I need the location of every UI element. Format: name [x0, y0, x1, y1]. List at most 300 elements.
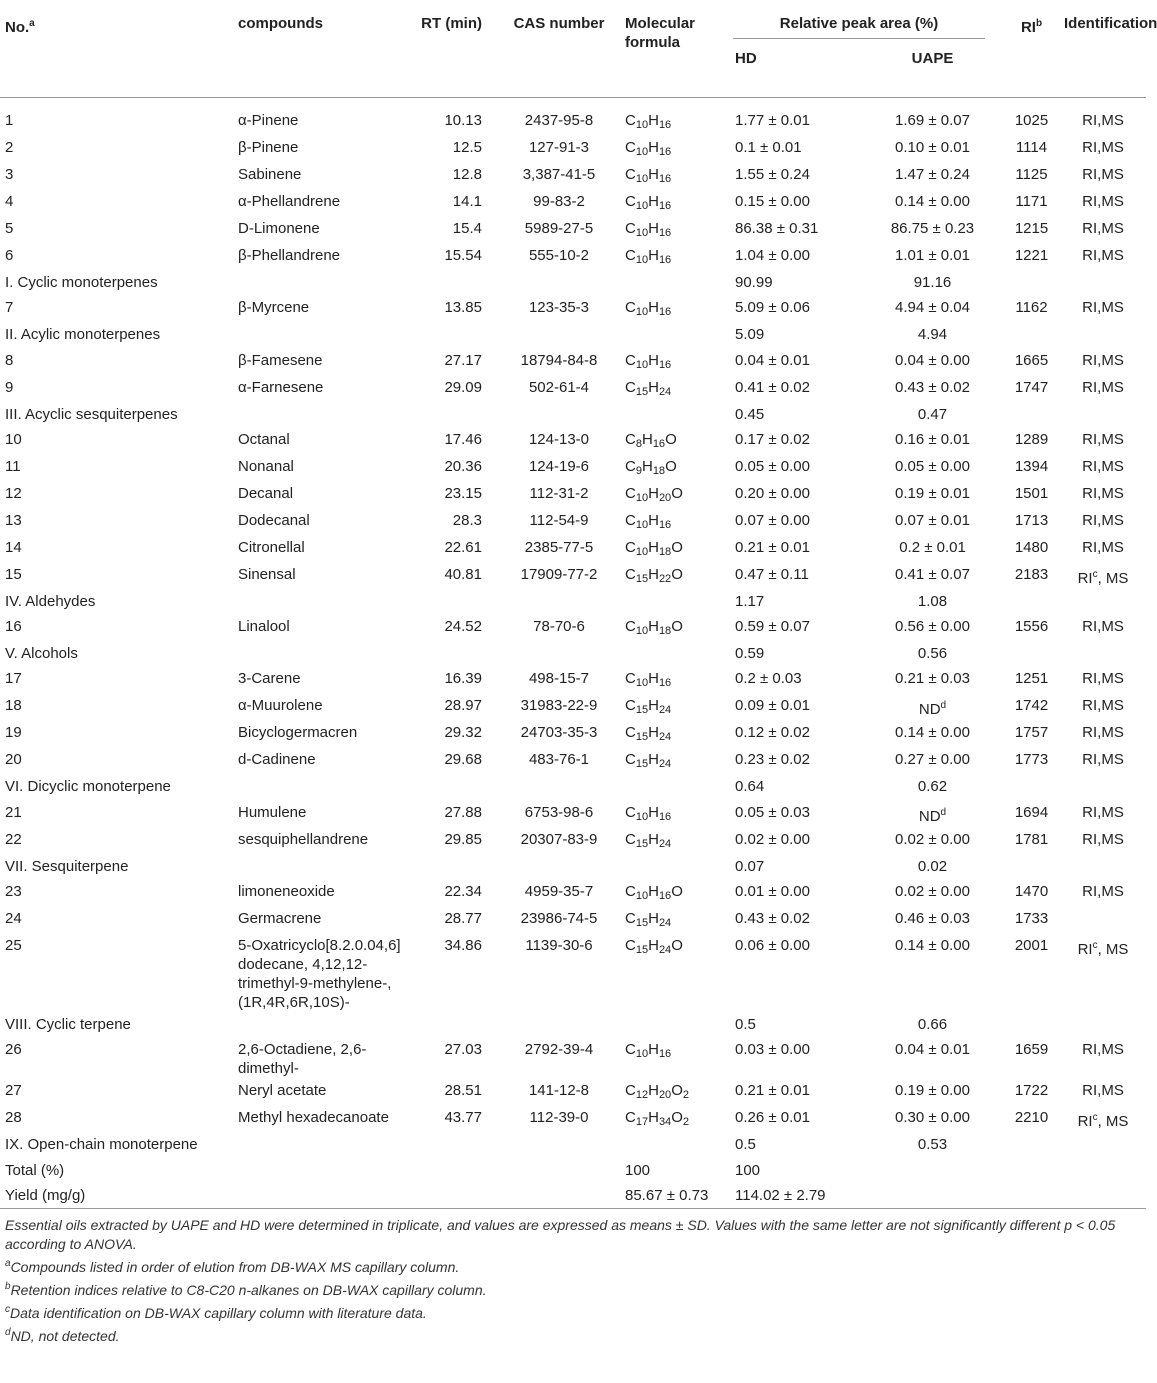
text-part: H	[648, 484, 659, 502]
subscript: 16	[652, 437, 666, 450]
text-part: C	[625, 1082, 636, 1100]
cell-identification	[1064, 1183, 1146, 1208]
text-part: RI,MS	[1082, 247, 1124, 264]
subscript: 10	[635, 890, 649, 903]
text-part: O	[671, 538, 683, 556]
header-no: No.$^a$	[5, 18, 35, 36]
cell-uape: 0.07 ± 0.01	[895, 511, 970, 529]
table-row	[0, 162, 1146, 189]
cell-ri: 1722	[1014, 1082, 1049, 1100]
cell-ri: 1659	[1014, 1041, 1049, 1059]
cell-rt: 22.61	[444, 538, 482, 556]
group-row	[0, 1132, 1146, 1157]
cell-rt: 15.4	[452, 220, 482, 237]
cell-identification	[1064, 295, 1146, 322]
cell-rt	[410, 322, 496, 347]
text-part: C	[625, 910, 636, 928]
cell-formula	[622, 98, 733, 136]
cell-ri: 2001	[1014, 937, 1049, 955]
cell-uape: 0.14 ± 0.00	[895, 724, 970, 742]
text-part: C	[625, 511, 636, 529]
cell-formula	[622, 295, 733, 322]
cell-no: 18	[5, 697, 22, 715]
cell-cas	[496, 1012, 622, 1037]
cell-compound: β-Pinene	[238, 139, 299, 156]
cell-compound: Dodecanal	[238, 511, 310, 529]
cell-identification	[1064, 827, 1146, 854]
cell-no: 16	[5, 618, 22, 636]
subscript: 15	[635, 944, 649, 957]
cell-hd: 1.04 ± 0.00	[735, 247, 810, 264]
cell-identification	[1064, 216, 1146, 243]
cell-cas	[496, 1158, 622, 1183]
superscript: a	[5, 1258, 11, 1270]
cell-compound: β-Myrcene	[238, 299, 310, 317]
text-part: RI,MS	[1082, 511, 1124, 529]
cell-no: 12	[5, 484, 22, 502]
cell-rt: 34.86	[444, 937, 482, 955]
table-row	[0, 933, 1146, 1012]
cell-cas: 127-91-3	[528, 139, 590, 156]
cell-compound: α-Phellandrene	[238, 193, 341, 210]
cell-hd: 0.06 ± 0.00	[735, 937, 810, 955]
cell-cas: 124-13-0	[528, 430, 590, 448]
text-part: H	[648, 193, 659, 210]
cell-group-label: VI. Dicyclic monoterpene	[5, 778, 171, 796]
cell-no: 9	[5, 378, 14, 396]
cell-hd: 0.07 ± 0.00	[735, 511, 810, 529]
header-identification: Identification	[1064, 15, 1157, 32]
cell-ri: 2210	[1014, 1109, 1049, 1127]
table-row	[0, 427, 1146, 454]
cell-cas: 78-70-6	[533, 618, 585, 636]
cell-uape: 0.62	[917, 778, 948, 796]
cell-rt: 10.13	[444, 112, 482, 129]
cell-no: 25	[5, 937, 22, 955]
cell-identification	[1064, 162, 1146, 189]
cell-rt: 28.51	[444, 1082, 482, 1100]
subscript: 15	[635, 837, 649, 850]
cell-hd: 0.41 ± 0.02	[735, 378, 810, 396]
subscript: 16	[658, 810, 672, 823]
subscript: 2	[682, 1089, 689, 1102]
text-part: RI,MS	[1082, 484, 1124, 502]
cell-formula	[622, 827, 733, 854]
text-part: C	[625, 1041, 636, 1059]
subscript: 22	[658, 572, 672, 585]
text-part: , MS	[1097, 1113, 1129, 1131]
cell-rt: 29.85	[444, 830, 482, 848]
cell-ri: 1713	[1014, 511, 1049, 529]
subscript: 24	[658, 704, 672, 717]
cell-identification	[1064, 1012, 1146, 1037]
cell-ri	[999, 270, 1064, 295]
cell-cas: 123-35-3	[528, 299, 590, 317]
text-part: H	[648, 220, 659, 237]
header-cas: CAS number	[513, 15, 605, 32]
cell-cas: 2437-95-8	[524, 112, 594, 129]
cell-compound	[238, 774, 410, 799]
cell-cas: 24703-35-3	[520, 724, 598, 742]
cell-ri	[999, 774, 1064, 799]
cell-compound: sesquiphellandrene	[238, 830, 369, 848]
table-row	[0, 243, 1146, 270]
text-part: H	[648, 247, 659, 264]
table-row	[0, 375, 1146, 402]
cell-no: 23	[5, 883, 22, 901]
text-part: H	[648, 166, 659, 183]
text-part: C	[625, 618, 636, 636]
text-part: H	[648, 139, 659, 156]
footnote	[5, 1216, 1141, 1254]
cell-hd: 0.21 ± 0.01	[735, 1082, 810, 1100]
cell-no: 8	[5, 351, 14, 369]
cell-rt: 22.34	[444, 883, 482, 901]
cell-rt: 13.85	[444, 299, 482, 317]
subscript: 10	[635, 146, 649, 158]
cell-formula	[622, 135, 733, 162]
cell-ri: 1773	[1014, 751, 1049, 769]
text-part: C	[625, 378, 636, 396]
cell-cas: 112-31-2	[529, 484, 589, 502]
group-row	[0, 1183, 1146, 1208]
footnote	[5, 1277, 1141, 1300]
subscript: 8	[635, 437, 642, 450]
superscript: d	[5, 1327, 11, 1339]
text-part: H	[648, 351, 659, 369]
cell-compound: d-Cadinene	[238, 751, 316, 769]
subscript: 18	[658, 625, 672, 638]
subscript: 24	[658, 944, 672, 957]
subscript: 34	[658, 1116, 672, 1129]
subscript: 16	[658, 518, 672, 531]
cell-ri: 1162	[1015, 299, 1048, 317]
cell-compound: limoneneoxide	[238, 883, 335, 901]
table-row	[0, 693, 1146, 720]
subscript: 16	[658, 306, 672, 319]
cell-hd: 1.17	[735, 592, 765, 610]
table-row	[0, 1037, 1146, 1078]
cell-rt: 40.81	[444, 565, 482, 583]
cell-uape: 0.46 ± 0.03	[895, 910, 970, 928]
cell-uape: 1.47 ± 0.24	[895, 166, 970, 183]
subscript: 10	[635, 119, 649, 131]
text-part: H	[648, 299, 659, 317]
cell-hd: 5.09 ± 0.06	[735, 299, 810, 317]
superscript: c	[1092, 940, 1098, 952]
cell-rt: 12.5	[452, 139, 482, 156]
cell-no: 4	[5, 193, 14, 210]
cell-compound: β-Famesene	[238, 351, 323, 369]
cell-hd: 0.2 ± 0.03	[735, 670, 802, 688]
cell-uape: 0.27 ± 0.00	[895, 751, 970, 769]
cell-formula	[622, 641, 733, 666]
text-part: O	[671, 883, 683, 901]
cell-compound: α-Farnesene	[238, 378, 324, 396]
header-formula: Molecular formula	[625, 15, 696, 51]
text-part: C	[625, 1109, 636, 1127]
table-row	[0, 800, 1146, 827]
cell-rt	[410, 854, 496, 879]
cell-compound	[238, 589, 410, 614]
cell-ri: 1742	[1014, 697, 1049, 715]
cell-cas	[496, 641, 622, 666]
subscript: 10	[635, 491, 649, 504]
cell-uape: 0.66	[917, 1016, 948, 1034]
cell-uape: 0.30 ± 0.00	[895, 1109, 970, 1127]
superscript: d	[940, 806, 947, 818]
cell-ri: 2183	[1014, 565, 1049, 583]
cell-formula	[622, 1132, 733, 1157]
text-part: C	[625, 830, 636, 848]
cell-cas: 20307-83-9	[520, 830, 598, 848]
cell-rt: 29.32	[444, 724, 482, 742]
text-part: C	[625, 670, 636, 688]
header-hd: HD	[735, 50, 757, 67]
cell-formula: 85.67 ± 0.73	[625, 1186, 709, 1204]
cell-formula	[622, 162, 733, 189]
cell-cas	[496, 402, 622, 427]
cell-hd: 0.43 ± 0.02	[735, 910, 810, 928]
cell-no: 17	[5, 670, 22, 688]
cell-hd: 0.20 ± 0.00	[735, 484, 810, 502]
superscript: c	[1092, 1112, 1098, 1124]
cell-uape: 0.41 ± 0.07	[895, 565, 970, 583]
cell-hd: 0.23 ± 0.02	[735, 751, 810, 769]
cell-compound: Neryl acetate	[238, 1082, 327, 1100]
text-part: Data identification on DB-WAX capillary column with literature data.	[10, 1305, 427, 1322]
text-part: RI,MS	[1082, 351, 1124, 369]
text-part: RI,MS	[1082, 112, 1124, 129]
text-part: C	[625, 299, 636, 317]
cell-uape: 0.02 ± 0.00	[895, 830, 970, 848]
subscript: 16	[658, 119, 672, 131]
cell-identification	[1064, 589, 1146, 614]
cell-formula	[622, 322, 733, 347]
cell-compound: α-Muurolene	[238, 697, 323, 715]
cell-compound: Octanal	[238, 430, 290, 448]
table-row	[0, 135, 1146, 162]
text-part: C	[625, 112, 636, 129]
cell-hd: 0.12 ± 0.02	[735, 724, 810, 742]
cell-hd: 0.17 ± 0.02	[735, 430, 810, 448]
text-part: , MS	[1097, 941, 1129, 959]
text-part: RI,MS	[1082, 430, 1124, 448]
cell-uape: 0.04 ± 0.01	[895, 1041, 970, 1059]
subscript: 12	[635, 1089, 649, 1102]
cell-cas: 2792-39-4	[524, 1041, 594, 1059]
text-part: H	[648, 1041, 659, 1059]
text-part: RI,MS	[1082, 751, 1124, 769]
text-part: RI,MS	[1082, 670, 1124, 688]
group-row	[0, 270, 1146, 295]
cell-no: 13	[5, 511, 22, 529]
cell-uape	[866, 800, 999, 827]
cell-identification	[1064, 666, 1146, 693]
cell-identification	[1064, 800, 1146, 827]
text-part: H	[648, 830, 659, 848]
text-part: H	[648, 697, 659, 715]
cell-identification	[1064, 1105, 1146, 1132]
text-part: H	[648, 883, 659, 901]
subscript: 10	[635, 1048, 649, 1061]
group-row	[0, 854, 1146, 879]
text-part: C	[625, 430, 636, 448]
subscript: 16	[658, 227, 672, 239]
cell-compound: Citronellal	[238, 538, 305, 556]
cell-compound: Methyl hexadecanoate	[238, 1109, 389, 1127]
cell-formula	[622, 402, 733, 427]
text-part: C	[625, 484, 636, 502]
table-row	[0, 508, 1146, 535]
group-row	[0, 774, 1146, 799]
subscript: 10	[635, 545, 649, 558]
cell-no: 2	[5, 139, 14, 156]
group-row	[0, 322, 1146, 347]
cell-formula	[622, 508, 733, 535]
table-row	[0, 747, 1146, 774]
cell-rt: 43.77	[444, 1109, 482, 1127]
cell-hd: 0.47 ± 0.11	[735, 565, 809, 583]
text-part: H	[648, 565, 659, 583]
cell-compound	[238, 854, 410, 879]
cell-rt: 15.54	[444, 247, 482, 264]
cell-identification	[1064, 933, 1146, 1012]
group-row	[0, 1158, 1146, 1183]
text-part: ND, not detected.	[10, 1328, 120, 1345]
cell-cas: 6753-98-6	[524, 803, 594, 821]
cell-group-label: VII. Sesquiterpene	[5, 857, 129, 875]
cell-hd: 1.77 ± 0.01	[735, 112, 810, 129]
text-part: C	[625, 803, 636, 821]
text-part: H	[648, 724, 659, 742]
cell-identification	[1064, 98, 1146, 136]
cell-formula	[622, 906, 733, 933]
cell-compound	[238, 1183, 410, 1208]
cell-compound: 2,6-Octadiene, 2,6-dimethyl-	[238, 1041, 367, 1078]
cell-formula	[622, 535, 733, 562]
text-part: H	[648, 112, 659, 129]
cell-group-label: VIII. Cyclic terpene	[5, 1016, 131, 1034]
cell-rt: 28.97	[444, 697, 482, 715]
cell-cas	[496, 854, 622, 879]
table-row	[0, 879, 1146, 906]
cell-hd: 114.02 ± 2.79	[735, 1186, 826, 1204]
cell-formula	[622, 454, 733, 481]
cell-rt: 29.09	[444, 378, 482, 396]
text-part: C	[625, 883, 636, 901]
cell-ri: 1025	[1014, 112, 1049, 129]
superscript: d	[940, 700, 947, 712]
cell-identification	[1064, 614, 1146, 641]
superscript: c	[5, 1304, 10, 1316]
text-part: C	[625, 538, 636, 556]
text-part: H	[648, 751, 659, 769]
text-part: RI,MS	[1082, 220, 1124, 237]
subscript: 10	[635, 306, 649, 319]
cell-formula	[622, 1105, 733, 1132]
cell-formula	[622, 800, 733, 827]
cell-cas: 112-39-0	[529, 1109, 589, 1127]
cell-no: 1	[5, 112, 14, 129]
cell-ri: 1470	[1014, 883, 1049, 901]
table-row	[0, 454, 1146, 481]
superscript: c	[1092, 568, 1098, 580]
table-row	[0, 535, 1146, 562]
cell-ri: 1556	[1014, 618, 1049, 636]
cell-no: 21	[5, 803, 22, 821]
subscript: 15	[635, 385, 649, 398]
cell-uape: 0.16 ± 0.01	[895, 430, 970, 448]
cell-identification	[1064, 135, 1146, 162]
text-part: O	[671, 1109, 683, 1127]
text-part: Retention indices relative to C8-C20 n-alkanes on DB-WAX capillary column.	[10, 1282, 487, 1299]
header-rt: RT (min)	[421, 15, 482, 32]
cell-no: 14	[5, 538, 22, 556]
cell-group-label: IV. Aldehydes	[5, 592, 96, 610]
text-part: RI,MS	[1082, 883, 1124, 901]
cell-formula	[622, 720, 733, 747]
text-part: RI,MS	[1082, 803, 1124, 821]
cell-compound: Bicyclogermacren	[238, 724, 358, 742]
table-body	[0, 98, 1146, 1209]
text-part: RI,MS	[1082, 830, 1124, 848]
cell-uape: 0.14 ± 0.00	[895, 937, 970, 955]
cell-uape: 1.08	[917, 592, 948, 610]
text-part: C	[625, 166, 636, 183]
cell-identification	[1064, 747, 1146, 774]
cell-group-label: II. Acylic monoterpenes	[5, 326, 161, 344]
cell-hd: 0.21 ± 0.01	[735, 538, 810, 556]
cell-cas	[496, 774, 622, 799]
cell-identification	[1064, 1078, 1146, 1105]
cell-formula	[622, 216, 733, 243]
table-row	[0, 216, 1146, 243]
cell-uape: 86.75 ± 0.23	[890, 220, 975, 237]
table-row	[0, 348, 1146, 375]
cell-hd: 0.03 ± 0.00	[735, 1041, 810, 1059]
cell-compound: D-Limonene	[238, 220, 320, 237]
text-part: RI,MS	[1082, 299, 1124, 317]
cell-rt	[410, 1183, 496, 1208]
cell-no: 15	[5, 565, 22, 583]
text-part: C	[625, 565, 636, 583]
header-uape: UAPE	[911, 50, 954, 67]
cell-no: 22	[5, 830, 22, 848]
subscript: 16	[658, 146, 672, 158]
subscript: 16	[658, 890, 672, 903]
subscript: 15	[635, 917, 649, 930]
cell-ri: 1733	[1014, 910, 1049, 928]
cell-no: 10	[5, 430, 22, 448]
cell-identification	[1064, 322, 1146, 347]
subscript: 10	[635, 358, 649, 371]
subscript: 10	[635, 227, 649, 239]
cell-cas: 4959-35-7	[524, 883, 594, 901]
cell-ri: 1114	[1015, 139, 1048, 156]
cell-uape: 0.14 ± 0.00	[895, 193, 970, 210]
header-relative-area: Relative peak area (%)	[733, 0, 999, 39]
text-part: C	[625, 937, 636, 955]
text-part: ND	[918, 807, 941, 825]
cell-uape: 0.21 ± 0.03	[895, 670, 970, 688]
cell-ri: 1665	[1014, 351, 1049, 369]
subscript: 10	[635, 200, 649, 212]
text-part: H	[648, 937, 659, 955]
cell-formula	[622, 879, 733, 906]
cell-hd: 0.1 ± 0.01	[735, 139, 802, 156]
cell-identification	[1064, 1132, 1146, 1157]
